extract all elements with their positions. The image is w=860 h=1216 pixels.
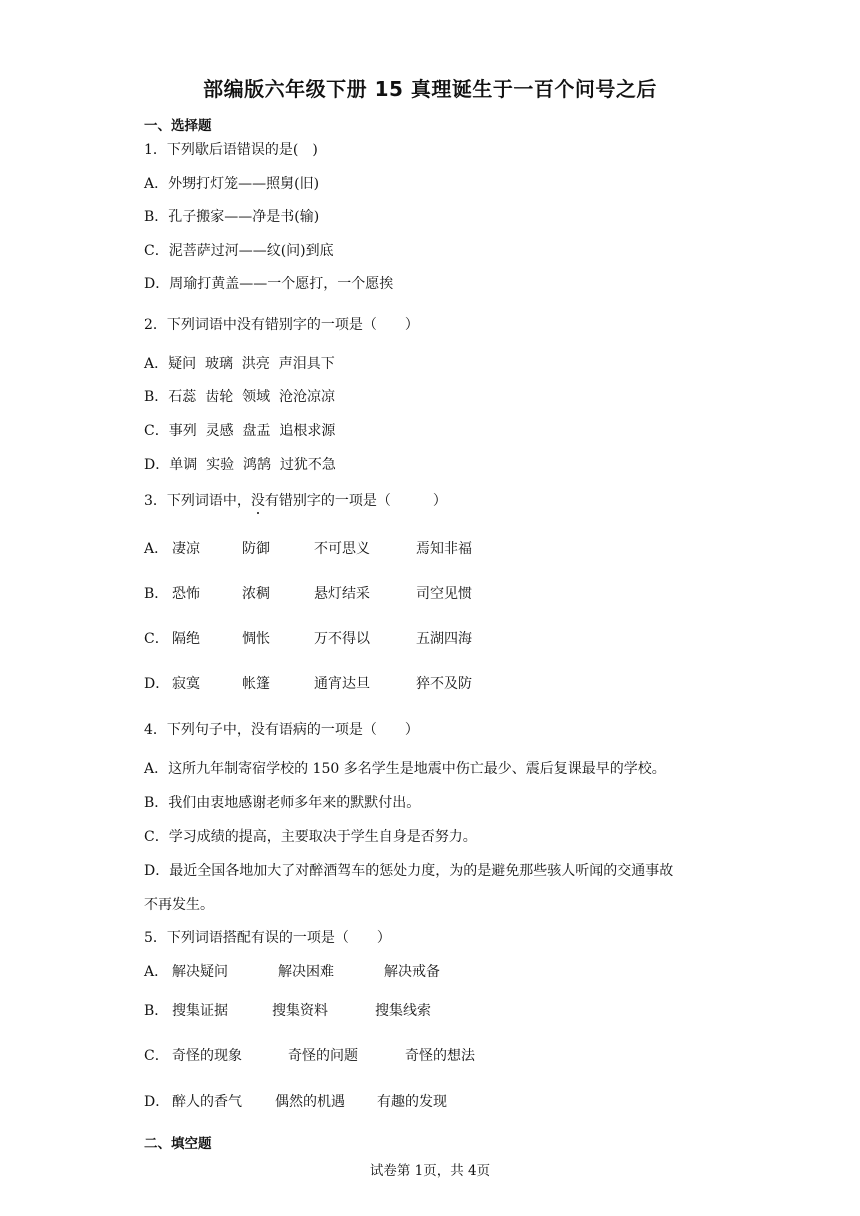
option-word: 解决疑问	[172, 964, 228, 980]
question-5-option-d	[144, 1093, 447, 1111]
option-word: 凄凉	[172, 541, 200, 557]
question-2-option-b: B．石蕊 齿轮 领域 沧沧凉凉	[144, 389, 335, 405]
question-1-option-d: D．周瑜打黄盖——一个愿打，一个愿挨	[144, 276, 394, 292]
section-heading-choice: 一、选择题	[144, 118, 212, 134]
question-4-option-d: D．最近全国各地加大了对醉酒驾车的惩处力度，为的是避免那些骇人听闻的交通事故	[144, 863, 674, 879]
question-2-option-c: C．事列 灵感 盘盂 追根求源	[144, 423, 336, 439]
question-4-option-a: A．这所九年制寄宿学校的 150 多名学生是地震中伤亡最少、震后复课最早的学校。	[144, 761, 666, 777]
question-4-option-c: C．学习成绩的提高，主要取决于学生自身是否努力。	[144, 829, 477, 845]
question-3-stem	[144, 492, 447, 510]
question-3-option-a	[144, 540, 472, 558]
question-3-option-b	[144, 585, 472, 603]
option-label: D．	[144, 676, 170, 692]
question-4-stem: 4．下列句子中，没有语病的一项是（ ）	[144, 722, 419, 738]
option-word: 搜集线索	[375, 1003, 431, 1019]
option-word: 搜集证据	[172, 1003, 228, 1019]
option-label: B．	[144, 586, 169, 602]
option-word: 帐篷	[242, 676, 270, 692]
question-5-stem: 5．下列词语搭配有误的一项是（ ）	[144, 930, 391, 946]
question-5-option-b	[144, 1002, 431, 1020]
option-word: 司空见惯	[416, 586, 472, 602]
question-5-option-a	[144, 963, 440, 981]
question-3-emphasis-char: 没	[250, 493, 265, 509]
question-5-option-c	[144, 1047, 475, 1065]
option-word: 寂寞	[172, 676, 200, 692]
option-label: C．	[144, 1048, 169, 1064]
question-3-stem-prefix: 3．下列词语中，	[144, 493, 251, 509]
option-word: 浓稠	[242, 586, 270, 602]
option-word: 防御	[242, 541, 270, 557]
option-word: 奇怪的想法	[405, 1048, 475, 1064]
question-4-option-d-continued: 不再发生。	[144, 897, 214, 913]
option-word: 五湖四海	[416, 631, 472, 647]
option-word: 解决困难	[278, 964, 334, 980]
option-word: 猝不及防	[416, 676, 472, 692]
option-label: B．	[144, 1003, 169, 1019]
option-word: 通宵达旦	[314, 676, 370, 692]
question-4-option-b: B．我们由衷地感谢老师多年来的默默付出。	[144, 795, 421, 811]
option-word: 惆怅	[242, 631, 270, 647]
question-2-option-d: D．单调 实验 鸿鹄 过犹不急	[144, 457, 336, 473]
option-label: D．	[144, 1094, 170, 1110]
question-3-stem-suffix: 有错别字的一项是（ ）	[264, 493, 447, 509]
option-label: A．	[144, 964, 169, 980]
question-1-option-b: B．孔子搬家——净是书(输)	[144, 209, 320, 225]
page-title: 部编版六年级下册 15 真理诞生于一百个问号之后	[203, 77, 657, 101]
option-label: C．	[144, 631, 169, 647]
question-3-option-d	[144, 675, 472, 693]
page-footer: 试卷第 1页，共 4页	[369, 1163, 491, 1179]
option-word: 偶然的机遇	[275, 1094, 345, 1110]
option-word: 奇怪的现象	[172, 1048, 242, 1064]
question-2-option-a: A．疑问 玻璃 洪亮 声泪具下	[144, 356, 335, 372]
question-3-option-c	[144, 630, 472, 648]
question-1-option-c: C．泥菩萨过河——纹(问)到底	[144, 243, 334, 259]
option-word: 万不得以	[314, 631, 370, 647]
option-word: 奇怪的问题	[288, 1048, 358, 1064]
option-word: 焉知非福	[416, 541, 472, 557]
option-label: A．	[144, 541, 169, 557]
option-word: 醉人的香气	[172, 1094, 242, 1110]
question-1-stem: 1．下列歇后语错误的是( )	[144, 142, 318, 158]
option-word: 不可思义	[314, 541, 370, 557]
option-word: 有趣的发现	[377, 1094, 447, 1110]
section-heading-fill-blank: 二、填空题	[144, 1136, 212, 1152]
question-1-option-a: A．外甥打灯笼——照舅(旧)	[144, 176, 320, 192]
option-word: 隔绝	[172, 631, 200, 647]
option-word: 恐怖	[172, 586, 200, 602]
option-word: 悬灯结采	[314, 586, 370, 602]
option-word: 搜集资料	[272, 1003, 328, 1019]
option-word: 解决戒备	[384, 964, 440, 980]
question-2-stem: 2．下列词语中没有错别字的一项是（ ）	[144, 317, 419, 333]
